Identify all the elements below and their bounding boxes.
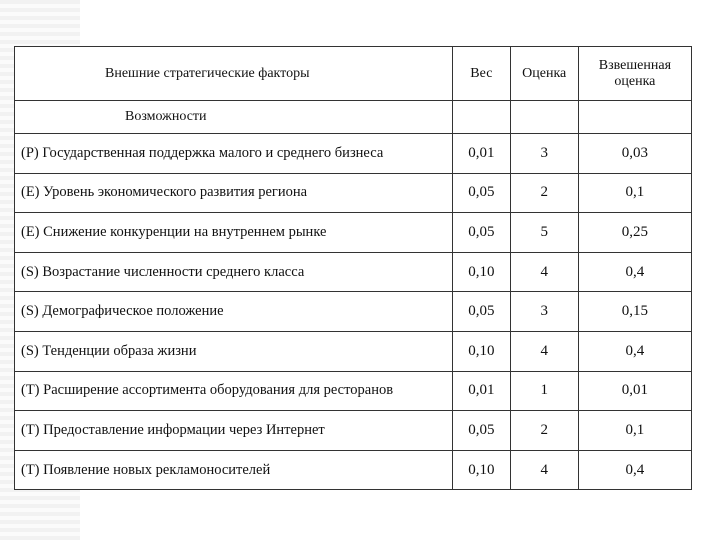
factor-cell: (S) Тенденции образа жизни	[15, 331, 453, 371]
score-cell: 3	[510, 292, 578, 332]
table-row	[15, 331, 692, 371]
weighted-cell: 0,03	[578, 134, 691, 174]
weighted-cell: 0,1	[578, 411, 691, 451]
section-empty-cell	[453, 101, 511, 134]
factor-cell: (T) Появление новых рекламоносителей	[15, 450, 453, 490]
score-cell: 1	[510, 371, 578, 411]
score-cell: 2	[510, 173, 578, 213]
weighted-cell: 0,01	[578, 371, 691, 411]
weighted-cell: 0,4	[578, 252, 691, 292]
table-row	[15, 213, 692, 253]
header-score: Оценка	[510, 47, 578, 101]
section-empty-cell	[510, 101, 578, 134]
table-row	[15, 252, 692, 292]
table-row	[15, 173, 692, 213]
weight-cell: 0,10	[453, 331, 511, 371]
factor-cell: (S) Возрастание численности среднего класса	[15, 252, 453, 292]
weight-cell: 0,01	[453, 371, 511, 411]
score-cell: 5	[510, 213, 578, 253]
table-row	[15, 411, 692, 451]
section-row	[15, 101, 692, 134]
weighted-cell: 0,4	[578, 331, 691, 371]
weight-cell: 0,01	[453, 134, 511, 174]
weight-cell: 0,10	[453, 450, 511, 490]
strategic-factors-table	[14, 46, 692, 490]
weight-cell: 0,05	[453, 213, 511, 253]
table-row	[15, 371, 692, 411]
weight-cell: 0,10	[453, 252, 511, 292]
header-weighted: Взвешенная оценка	[578, 47, 691, 101]
factor-cell: (E) Снижение конкуренции на внутреннем рынке	[15, 213, 453, 253]
weight-cell: 0,05	[453, 411, 511, 451]
factor-cell: (S) Демографическое положение	[15, 292, 453, 332]
weight-cell: 0,05	[453, 292, 511, 332]
weighted-cell: 0,25	[578, 213, 691, 253]
weighted-cell: 0,15	[578, 292, 691, 332]
score-cell: 3	[510, 134, 578, 174]
header-row	[15, 47, 692, 101]
score-cell: 4	[510, 331, 578, 371]
weight-cell: 0,05	[453, 173, 511, 213]
factor-cell: (E) Уровень экономического развития региона	[15, 173, 453, 213]
factor-cell: (T) Расширение ассортимента оборудования для ресторанов	[15, 371, 453, 411]
factor-cell: (P) Государственная поддержка малого и среднего бизнеса	[15, 134, 453, 174]
header-weight: Вес	[453, 47, 511, 101]
factor-cell: (T) Предоставление информации через Интернет	[15, 411, 453, 451]
table-row	[15, 450, 692, 490]
weighted-cell: 0,4	[578, 450, 691, 490]
score-cell: 4	[510, 450, 578, 490]
section-label: Возможности	[15, 101, 453, 134]
score-cell: 2	[510, 411, 578, 451]
header-factor: Внешние стратегические факторы	[15, 47, 453, 101]
score-cell: 4	[510, 252, 578, 292]
table-row	[15, 292, 692, 332]
section-empty-cell	[578, 101, 691, 134]
table-row	[15, 134, 692, 174]
weighted-cell: 0,1	[578, 173, 691, 213]
